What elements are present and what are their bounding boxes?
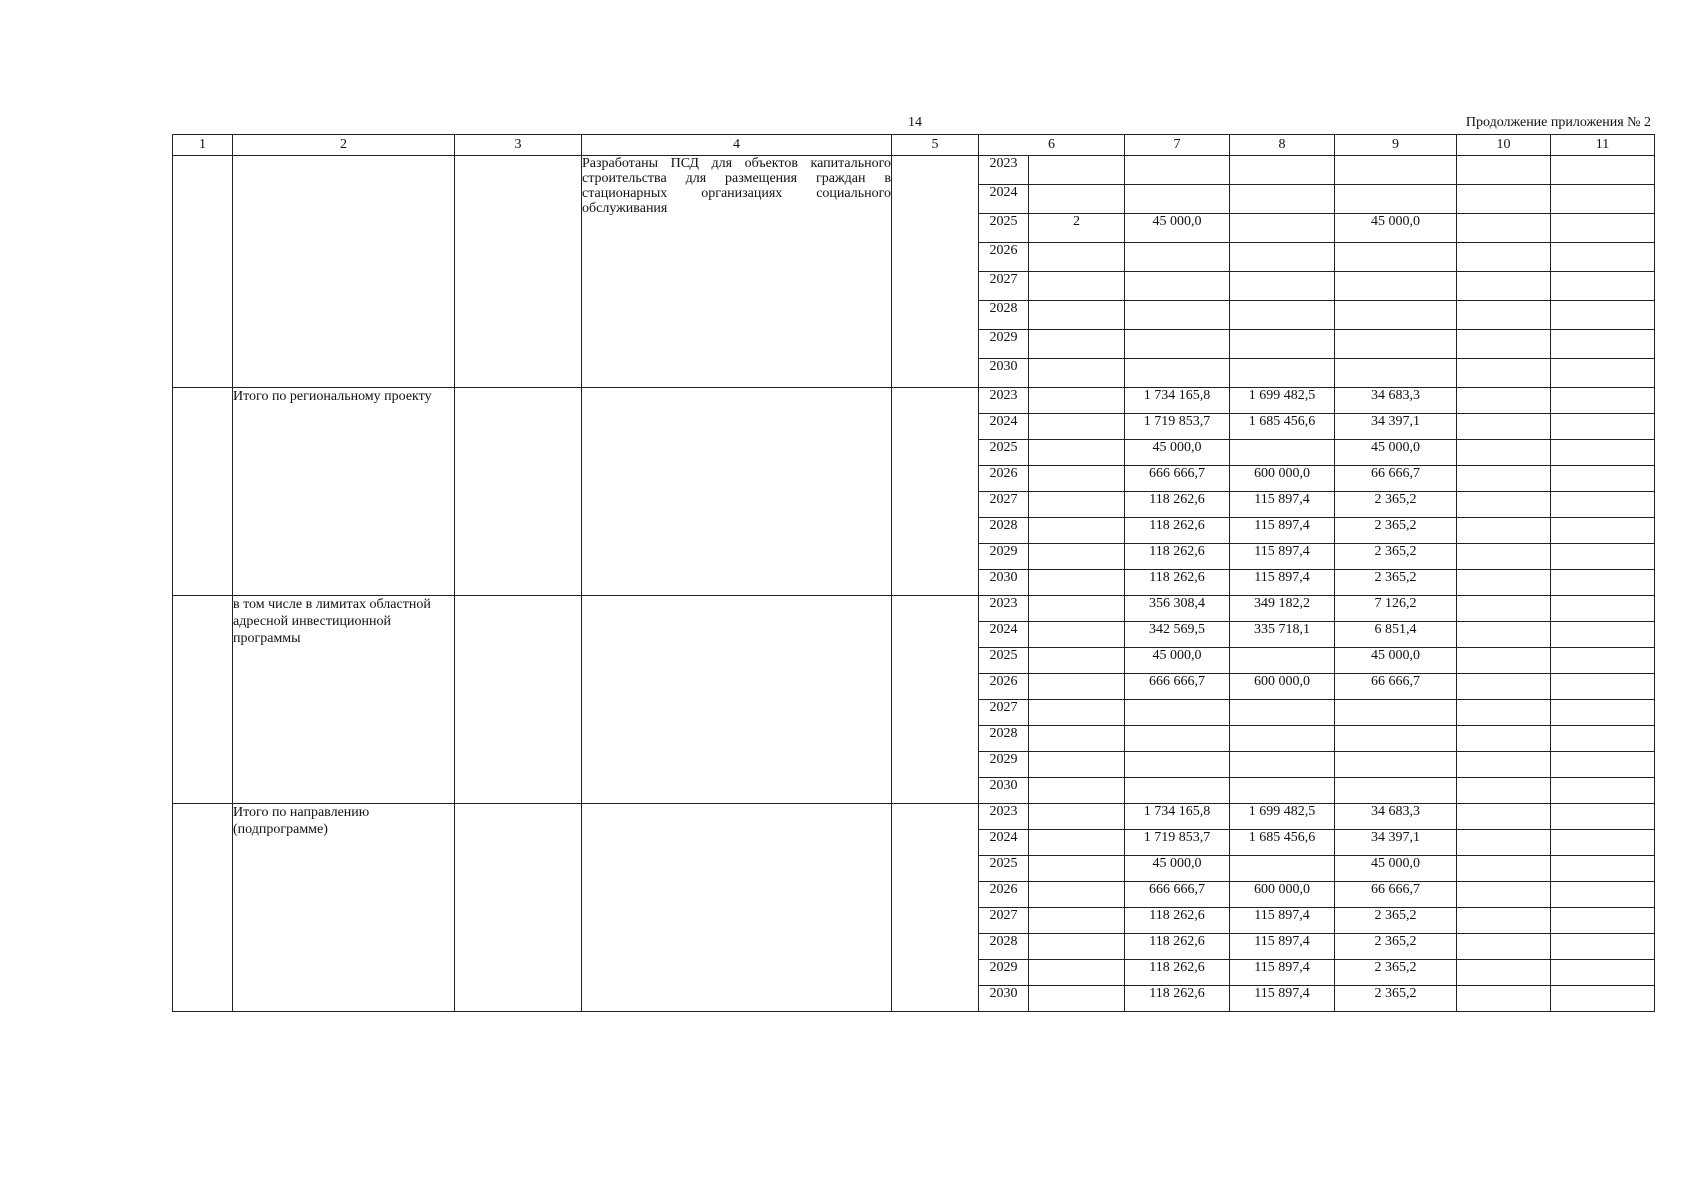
value-cell-c9 — [1335, 272, 1457, 301]
value-cell-c8 — [1230, 185, 1335, 214]
value-cell-c7: 356 308,4 — [1125, 596, 1230, 622]
section-label: в том числе в лимитах областной адресной инвестиционной программы — [233, 596, 455, 804]
value-cell-c11 — [1551, 414, 1655, 440]
value-cell-c8 — [1230, 330, 1335, 359]
value-cell-c7: 118 262,6 — [1125, 518, 1230, 544]
value-cell-c8: 115 897,4 — [1230, 492, 1335, 518]
value-cell-c11 — [1551, 960, 1655, 986]
page-number: 14 — [908, 115, 922, 130]
value-cell-c8: 1 685 456,6 — [1230, 830, 1335, 856]
value-cell-c10 — [1457, 518, 1551, 544]
col3-cell — [455, 804, 582, 1012]
appendix-table — [172, 134, 1655, 1012]
year-cell: 2030 — [979, 359, 1029, 388]
value-cell-c7 — [1125, 752, 1230, 778]
value-cell-c6 — [1029, 752, 1125, 778]
value-cell-c10 — [1457, 752, 1551, 778]
value-cell-c7 — [1125, 301, 1230, 330]
continuation-label: Продолжение приложения № 2 — [1465, 115, 1651, 130]
value-cell-c9: 45 000,0 — [1335, 214, 1457, 243]
value-cell-c6 — [1029, 301, 1125, 330]
value-cell-c10 — [1457, 359, 1551, 388]
year-cell: 2024 — [979, 622, 1029, 648]
value-cell-c11 — [1551, 804, 1655, 830]
value-cell-c7: 342 569,5 — [1125, 622, 1230, 648]
year-cell: 2023 — [979, 156, 1029, 185]
value-cell-c9 — [1335, 301, 1457, 330]
value-cell-c9 — [1335, 330, 1457, 359]
year-cell: 2028 — [979, 518, 1029, 544]
value-cell-c10 — [1457, 570, 1551, 596]
value-cell-c8 — [1230, 726, 1335, 752]
value-cell-c8 — [1230, 243, 1335, 272]
value-cell-c7 — [1125, 778, 1230, 804]
value-cell-c8: 115 897,4 — [1230, 908, 1335, 934]
column-header: 8 — [1230, 135, 1335, 156]
value-cell-c8: 335 718,1 — [1230, 622, 1335, 648]
value-cell-c10 — [1457, 934, 1551, 960]
value-cell-c11 — [1551, 388, 1655, 414]
value-cell-c9: 7 126,2 — [1335, 596, 1457, 622]
col3-cell — [455, 596, 582, 804]
value-cell-c6 — [1029, 156, 1125, 185]
value-cell-c7: 666 666,7 — [1125, 882, 1230, 908]
value-cell-c10 — [1457, 830, 1551, 856]
value-cell-c6 — [1029, 830, 1125, 856]
value-cell-c6 — [1029, 674, 1125, 700]
value-cell-c7: 118 262,6 — [1125, 544, 1230, 570]
value-cell-c8 — [1230, 301, 1335, 330]
value-cell-c11 — [1551, 648, 1655, 674]
value-cell-c6 — [1029, 414, 1125, 440]
value-cell-c7: 1 734 165,8 — [1125, 804, 1230, 830]
year-cell: 2023 — [979, 388, 1029, 414]
value-cell-c8 — [1230, 648, 1335, 674]
column-header: 9 — [1335, 135, 1457, 156]
table-row — [173, 804, 1655, 830]
value-cell-c10 — [1457, 882, 1551, 908]
value-cell-c6 — [1029, 596, 1125, 622]
value-cell-c8: 115 897,4 — [1230, 544, 1335, 570]
value-cell-c9 — [1335, 700, 1457, 726]
value-cell-c8: 1 699 482,5 — [1230, 804, 1335, 830]
column-number-row — [173, 135, 1655, 156]
value-cell-c11 — [1551, 674, 1655, 700]
value-cell-c6: 2 — [1029, 214, 1125, 243]
value-cell-c8 — [1230, 856, 1335, 882]
value-cell-c10 — [1457, 330, 1551, 359]
value-cell-c10 — [1457, 856, 1551, 882]
value-cell-c11 — [1551, 301, 1655, 330]
value-cell-c6 — [1029, 908, 1125, 934]
value-cell-c11 — [1551, 934, 1655, 960]
value-cell-c9: 45 000,0 — [1335, 440, 1457, 466]
value-cell-c9 — [1335, 243, 1457, 272]
year-cell: 2029 — [979, 752, 1029, 778]
value-cell-c8: 600 000,0 — [1230, 882, 1335, 908]
year-cell: 2030 — [979, 986, 1029, 1012]
year-cell: 2029 — [979, 330, 1029, 359]
value-cell-c7: 118 262,6 — [1125, 960, 1230, 986]
value-cell-c11 — [1551, 359, 1655, 388]
table-body — [173, 156, 1655, 1012]
value-cell-c7 — [1125, 700, 1230, 726]
value-cell-c10 — [1457, 778, 1551, 804]
year-cell: 2027 — [979, 908, 1029, 934]
value-cell-c7 — [1125, 330, 1230, 359]
value-cell-c6 — [1029, 856, 1125, 882]
value-cell-c10 — [1457, 243, 1551, 272]
year-cell: 2030 — [979, 778, 1029, 804]
year-cell: 2025 — [979, 440, 1029, 466]
value-cell-c8: 600 000,0 — [1230, 674, 1335, 700]
value-cell-c9: 34 397,1 — [1335, 414, 1457, 440]
value-cell-c10 — [1457, 272, 1551, 301]
value-cell-c9: 2 365,2 — [1335, 544, 1457, 570]
value-cell-c11 — [1551, 752, 1655, 778]
year-cell: 2026 — [979, 674, 1029, 700]
value-cell-c8: 115 897,4 — [1230, 934, 1335, 960]
section-label: Итого по региональному проекту — [233, 388, 455, 596]
col5-cell — [892, 804, 979, 1012]
value-cell-c7: 45 000,0 — [1125, 648, 1230, 674]
value-cell-c7: 118 262,6 — [1125, 492, 1230, 518]
result-description — [582, 596, 892, 804]
value-cell-c11 — [1551, 243, 1655, 272]
value-cell-c11 — [1551, 440, 1655, 466]
value-cell-c6 — [1029, 518, 1125, 544]
value-cell-c6 — [1029, 492, 1125, 518]
year-cell: 2028 — [979, 726, 1029, 752]
value-cell-c9: 66 666,7 — [1335, 466, 1457, 492]
year-cell: 2026 — [979, 882, 1029, 908]
value-cell-c7 — [1125, 272, 1230, 301]
column-header: 3 — [455, 135, 582, 156]
value-cell-c11 — [1551, 156, 1655, 185]
value-cell-c10 — [1457, 301, 1551, 330]
year-cell: 2025 — [979, 214, 1029, 243]
section-label — [233, 156, 455, 388]
value-cell-c8 — [1230, 778, 1335, 804]
value-cell-c7: 118 262,6 — [1125, 934, 1230, 960]
col5-cell — [892, 388, 979, 596]
value-cell-c9 — [1335, 359, 1457, 388]
value-cell-c9: 45 000,0 — [1335, 856, 1457, 882]
table-row — [173, 596, 1655, 622]
value-cell-c11 — [1551, 778, 1655, 804]
year-cell: 2025 — [979, 856, 1029, 882]
value-cell-c6 — [1029, 330, 1125, 359]
value-cell-c10 — [1457, 674, 1551, 700]
year-cell: 2023 — [979, 596, 1029, 622]
year-cell: 2029 — [979, 960, 1029, 986]
value-cell-c6 — [1029, 570, 1125, 596]
value-cell-c6 — [1029, 882, 1125, 908]
value-cell-c9: 2 365,2 — [1335, 986, 1457, 1012]
value-cell-c9: 2 365,2 — [1335, 908, 1457, 934]
value-cell-c11 — [1551, 214, 1655, 243]
value-cell-c8: 349 182,2 — [1230, 596, 1335, 622]
year-cell: 2024 — [979, 414, 1029, 440]
year-cell: 2030 — [979, 570, 1029, 596]
value-cell-c9 — [1335, 156, 1457, 185]
value-cell-c11 — [1551, 330, 1655, 359]
value-cell-c11 — [1551, 272, 1655, 301]
column-header: 11 — [1551, 135, 1655, 156]
value-cell-c7 — [1125, 726, 1230, 752]
value-cell-c6 — [1029, 388, 1125, 414]
col5-cell — [892, 596, 979, 804]
value-cell-c11 — [1551, 185, 1655, 214]
value-cell-c10 — [1457, 544, 1551, 570]
value-cell-c10 — [1457, 648, 1551, 674]
value-cell-c7: 1 734 165,8 — [1125, 388, 1230, 414]
column-header: 4 — [582, 135, 892, 156]
value-cell-c6 — [1029, 544, 1125, 570]
value-cell-c10 — [1457, 492, 1551, 518]
value-cell-c10 — [1457, 700, 1551, 726]
col1-cell — [173, 804, 233, 1012]
col1-cell — [173, 156, 233, 388]
value-cell-c9: 6 851,4 — [1335, 622, 1457, 648]
value-cell-c9 — [1335, 752, 1457, 778]
value-cell-c11 — [1551, 518, 1655, 544]
value-cell-c7: 45 000,0 — [1125, 856, 1230, 882]
year-cell: 2027 — [979, 272, 1029, 301]
column-header: 1 — [173, 135, 233, 156]
value-cell-c6 — [1029, 648, 1125, 674]
year-cell: 2024 — [979, 185, 1029, 214]
value-cell-c7: 118 262,6 — [1125, 570, 1230, 596]
value-cell-c8 — [1230, 752, 1335, 778]
value-cell-c8 — [1230, 359, 1335, 388]
value-cell-c10 — [1457, 156, 1551, 185]
value-cell-c11 — [1551, 856, 1655, 882]
value-cell-c9: 45 000,0 — [1335, 648, 1457, 674]
column-header: 6 — [979, 135, 1125, 156]
value-cell-c11 — [1551, 570, 1655, 596]
value-cell-c10 — [1457, 804, 1551, 830]
value-cell-c8 — [1230, 700, 1335, 726]
value-cell-c6 — [1029, 185, 1125, 214]
value-cell-c7 — [1125, 185, 1230, 214]
value-cell-c9: 34 683,3 — [1335, 804, 1457, 830]
value-cell-c11 — [1551, 492, 1655, 518]
value-cell-c9 — [1335, 185, 1457, 214]
value-cell-c7: 666 666,7 — [1125, 674, 1230, 700]
value-cell-c7: 118 262,6 — [1125, 986, 1230, 1012]
value-cell-c10 — [1457, 986, 1551, 1012]
value-cell-c8: 115 897,4 — [1230, 960, 1335, 986]
value-cell-c9 — [1335, 778, 1457, 804]
value-cell-c6 — [1029, 934, 1125, 960]
value-cell-c7 — [1125, 243, 1230, 272]
value-cell-c6 — [1029, 272, 1125, 301]
value-cell-c7: 666 666,7 — [1125, 466, 1230, 492]
value-cell-c8 — [1230, 272, 1335, 301]
column-header: 7 — [1125, 135, 1230, 156]
value-cell-c7 — [1125, 156, 1230, 185]
value-cell-c11 — [1551, 830, 1655, 856]
result-description — [582, 804, 892, 1012]
value-cell-c9: 66 666,7 — [1335, 674, 1457, 700]
value-cell-c8: 1 685 456,6 — [1230, 414, 1335, 440]
value-cell-c11 — [1551, 726, 1655, 752]
section-label: Итого по направлению (подпрограмме) — [233, 804, 455, 1012]
value-cell-c6 — [1029, 960, 1125, 986]
value-cell-c6 — [1029, 466, 1125, 492]
value-cell-c6 — [1029, 700, 1125, 726]
value-cell-c7 — [1125, 359, 1230, 388]
value-cell-c6 — [1029, 622, 1125, 648]
year-cell: 2028 — [979, 934, 1029, 960]
value-cell-c9: 66 666,7 — [1335, 882, 1457, 908]
year-cell: 2026 — [979, 243, 1029, 272]
value-cell-c8 — [1230, 156, 1335, 185]
result-description — [582, 388, 892, 596]
value-cell-c8 — [1230, 214, 1335, 243]
value-cell-c8: 115 897,4 — [1230, 986, 1335, 1012]
col3-cell — [455, 156, 582, 388]
col3-cell — [455, 388, 582, 596]
value-cell-c10 — [1457, 726, 1551, 752]
column-header: 2 — [233, 135, 455, 156]
value-cell-c9: 2 365,2 — [1335, 934, 1457, 960]
value-cell-c7: 45 000,0 — [1125, 214, 1230, 243]
table-row — [173, 156, 1655, 185]
value-cell-c11 — [1551, 700, 1655, 726]
col5-cell — [892, 156, 979, 388]
year-cell: 2029 — [979, 544, 1029, 570]
value-cell-c10 — [1457, 185, 1551, 214]
result-description: Разработаны ПСД для объектов капитального строительства для размещения граждан в стационарных организациях социального обслуживания — [582, 156, 892, 388]
value-cell-c10 — [1457, 388, 1551, 414]
value-cell-c9 — [1335, 726, 1457, 752]
value-cell-c8 — [1230, 440, 1335, 466]
value-cell-c8: 1 699 482,5 — [1230, 388, 1335, 414]
value-cell-c11 — [1551, 466, 1655, 492]
value-cell-c8: 600 000,0 — [1230, 466, 1335, 492]
value-cell-c10 — [1457, 414, 1551, 440]
value-cell-c11 — [1551, 882, 1655, 908]
value-cell-c10 — [1457, 466, 1551, 492]
value-cell-c10 — [1457, 214, 1551, 243]
year-cell: 2023 — [979, 804, 1029, 830]
year-cell: 2027 — [979, 492, 1029, 518]
value-cell-c6 — [1029, 359, 1125, 388]
value-cell-c7: 118 262,6 — [1125, 908, 1230, 934]
col1-cell — [173, 596, 233, 804]
value-cell-c9: 34 397,1 — [1335, 830, 1457, 856]
column-header: 10 — [1457, 135, 1551, 156]
value-cell-c11 — [1551, 622, 1655, 648]
value-cell-c10 — [1457, 622, 1551, 648]
value-cell-c7: 1 719 853,7 — [1125, 830, 1230, 856]
value-cell-c9: 2 365,2 — [1335, 518, 1457, 544]
value-cell-c9: 2 365,2 — [1335, 492, 1457, 518]
value-cell-c11 — [1551, 596, 1655, 622]
value-cell-c7: 1 719 853,7 — [1125, 414, 1230, 440]
year-cell: 2026 — [979, 466, 1029, 492]
value-cell-c10 — [1457, 440, 1551, 466]
value-cell-c6 — [1029, 804, 1125, 830]
value-cell-c6 — [1029, 243, 1125, 272]
column-header: 5 — [892, 135, 979, 156]
col1-cell — [173, 388, 233, 596]
year-cell: 2028 — [979, 301, 1029, 330]
table-row — [173, 388, 1655, 414]
value-cell-c9: 34 683,3 — [1335, 388, 1457, 414]
value-cell-c11 — [1551, 986, 1655, 1012]
value-cell-c6 — [1029, 440, 1125, 466]
value-cell-c8: 115 897,4 — [1230, 570, 1335, 596]
value-cell-c9: 2 365,2 — [1335, 570, 1457, 596]
value-cell-c11 — [1551, 908, 1655, 934]
value-cell-c10 — [1457, 960, 1551, 986]
value-cell-c8: 115 897,4 — [1230, 518, 1335, 544]
year-cell: 2024 — [979, 830, 1029, 856]
value-cell-c11 — [1551, 544, 1655, 570]
value-cell-c6 — [1029, 726, 1125, 752]
value-cell-c6 — [1029, 778, 1125, 804]
year-cell: 2025 — [979, 648, 1029, 674]
value-cell-c10 — [1457, 596, 1551, 622]
value-cell-c6 — [1029, 986, 1125, 1012]
year-cell: 2027 — [979, 700, 1029, 726]
value-cell-c7: 45 000,0 — [1125, 440, 1230, 466]
value-cell-c9: 2 365,2 — [1335, 960, 1457, 986]
value-cell-c10 — [1457, 908, 1551, 934]
